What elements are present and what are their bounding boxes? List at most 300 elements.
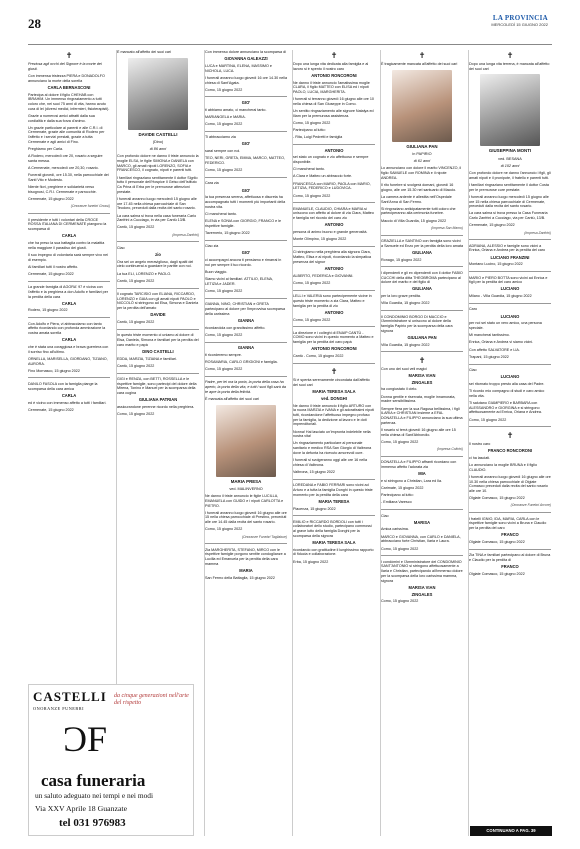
portrait-photo xyxy=(216,405,276,477)
text: Preziosa agli occhi del Signore è la morte dei giusti. xyxy=(28,62,102,71)
deceased-name-suffix: ZINGALES xyxy=(411,591,433,597)
age: di 102 anni xyxy=(500,163,520,168)
deceased-name: FRANCO xyxy=(501,532,519,538)
text: È tragicamente mancata all'affetto dei suoi cari xyxy=(381,62,458,66)
text: EMANUELE, CLAUDIO, CHIARA e MARIA si uniscono con affetto al dolore di zia Clara, Matteo e famiglia nel ricordo del caro zio xyxy=(293,206,374,221)
text: I funerali avranno luogo giovedì 16 ore 14.30 nella chiesa di Sant'Agata. xyxy=(205,75,287,85)
divider xyxy=(293,144,375,145)
deceased-name: zio xyxy=(155,252,161,258)
divider xyxy=(293,326,375,327)
text: EDDA, MARZIA, TIZIANA e familiari. xyxy=(117,356,177,361)
cross-icon: ✝ xyxy=(418,355,426,365)
text: per noi sei stato un vero amico, una persona speciale. xyxy=(469,321,542,330)
text: Ci stringiamo nella preghiera alla signora Clara, Matteo, Elisa e ai nipoti, ricordando la simpatica presenza del signor xyxy=(293,250,372,264)
portrait-photo xyxy=(392,70,452,142)
cross-icon: ✝ xyxy=(330,51,338,60)
text: GIANNA, NINO, CHRISTIAN e GRETA partecipano al dolore per l'improvvisa scomparsa della carissima xyxy=(205,302,286,316)
quote: Padre, per lei ora la porta, la porta della casa ha aperto, la porta della vita, e tutti i suoi figli sarà da te apre la porta della felicità. xyxy=(205,380,286,394)
text: Ti ricordo mio compagno di studi e caro amico nella vita. xyxy=(469,389,545,398)
photo-caption-name: DAVIDE CASTELLI xyxy=(138,131,178,137)
text: Monte Olimpino, 15 giugno 2022 xyxy=(293,237,347,242)
text: Dopo una lunga vita terrena, è mancata all'affetto dei suoi cari xyxy=(469,62,550,71)
text: Funerali giovedì, ore 15.30, nella parrocchiale dei Santi Vito e Modesto. xyxy=(28,173,109,183)
text: Cantù, 15 giugno 2022 xyxy=(117,320,155,325)
text: Ciao xyxy=(469,368,477,372)
text: DONATELLA e FILIPPO affranti ricordano con immenso affetto l'adorata zia xyxy=(381,460,457,469)
text: Como, 15 giugno 2022 xyxy=(469,417,507,422)
text: Olgiate Comasco, 15 giugno 2022 xyxy=(469,539,525,544)
text: Niente fiori, preghiere e solidarietà verso bisognosi, C.R.I. Cermenate e parrocchie. xyxy=(28,185,97,194)
divider xyxy=(205,342,287,343)
text: MARCO e GIOVANNA, con CARLO e DANIELA, abbracciano forte Christian, Ilaria e Laura. xyxy=(381,534,461,544)
text: Con Adolfo e Piera, vi abbracciamo con tanto affetto ricordando con profonda ammirazione la vostra amata sorella xyxy=(28,321,106,336)
text: Cermenate, 15 giugno 2022 xyxy=(469,223,515,228)
text: Tavernerio, 15 giugno 2022 xyxy=(205,231,250,236)
text: Lo annunciano con dolore il marito VINCENZO, il figlio SAMUELE con ROMINA e il nipote ANDREA. xyxy=(381,166,462,180)
advertiser-tagline: ONORANZE FUNEBRI xyxy=(33,706,85,711)
divider xyxy=(381,235,463,236)
photo-caption-name: GIUSEPPINA MONTI xyxy=(488,148,532,154)
text: I funerali avranno luogo giovedì 16 giugno alle ore 10.30 nella chiesa parrocchiale di Olgiate Comasco preceduti dalla recita del santo rosario alle ore 10. xyxy=(469,474,551,493)
divider xyxy=(205,177,287,178)
text: Ciao xyxy=(381,513,389,518)
text: Villa Guardia, 15 giugno 2022 xyxy=(381,301,430,306)
deceased-name: GIO' xyxy=(241,250,251,256)
photo-caption-nickname: (Dino) xyxy=(152,139,164,144)
deceased-name: MARISA VIAN xyxy=(408,584,436,590)
divider xyxy=(28,317,110,318)
deceased-name: LUCIANO xyxy=(500,313,520,319)
text: - Emiliana Varesco xyxy=(381,500,412,505)
text: la tua presenza serena, affettuosa e discreta ha accompagnato tutti i momenti più importanti della nostra vita. xyxy=(205,195,286,209)
text: ricordando con gratitudine il lunghissimo rapporto di fiducia e collaborazione. xyxy=(293,547,374,557)
divider xyxy=(469,512,551,513)
text: I funerali si svolgeranno oggi alle ore 16 nella chiesa di Valbrona. xyxy=(293,458,368,467)
text: Ti abbracciamo zia xyxy=(205,135,236,140)
issue-date: MERCOLEDÌ 15 GIUGNO 2022 xyxy=(491,22,548,27)
text: e si stringono a Christian, Lara ed Ila. xyxy=(381,478,443,483)
text: Il CONDOMINIO BORGO DI MACCIO e l'Amministratore si uniscono al dolore della famiglia Papirio per la scomparsa della cara signora xyxy=(381,314,453,333)
text: La grande famiglia di AGORA' 97 è vicina con l'affetto e la preghiera a don Adolfo e familiari per la perdita della cara xyxy=(28,285,108,299)
deceased-name: GIOVANNA GALEAZZI xyxy=(224,56,268,62)
divider xyxy=(293,363,375,364)
column-4 xyxy=(292,50,375,836)
text: È mancato all'affetto dei suoi cari xyxy=(117,50,171,54)
divider xyxy=(469,239,551,240)
text: TEO, NERI, GRETA, EMMA, MARCO, MATTEO, FEDERICO. xyxy=(205,156,285,166)
divider xyxy=(469,364,551,365)
photo-caption-married-name: in PAPIRIO xyxy=(412,151,432,156)
photo-caption-surname: ved. BESANA xyxy=(498,156,522,161)
advertiser-name: CASTELLI xyxy=(33,689,107,704)
text: sei stato un cognato e zio affettuoso e sempre disponibile. xyxy=(293,155,369,165)
cross-icon: ✝ xyxy=(65,51,73,60)
advert-subtitle: un saluto adeguato nei tempi e nei modi xyxy=(35,791,154,800)
funeral-home-advertisement xyxy=(28,684,194,836)
cross-icon: ✝ xyxy=(506,51,514,60)
text: Amica carissima. xyxy=(381,527,409,532)
deceased-name: CARLA xyxy=(61,392,77,398)
advertiser-slogan: da cinque generazioni nell'arte del rispetto xyxy=(114,693,189,706)
column-6 xyxy=(468,50,551,836)
text: Con profondo dolore ne danno il triste annuncio la moglie ELSA, le figlie SIMONA e DANIELA con MARCO, gli amati nipoti LORENZO, SOFIA e FRANCESCO, il cognato, nipoti e parenti tutti. xyxy=(117,154,199,173)
deceased-name: DAVIDE xyxy=(150,312,166,318)
deceased-name: CARLA BERNASCONI xyxy=(47,84,91,90)
advert-title: casa funeraria xyxy=(41,771,146,790)
text: FRANCESCA con MARIO, PAOLA con MARIO, LETIZIA, FEDERICO e LUDOVICA. xyxy=(293,181,371,191)
text: Ci mancherai tanto. xyxy=(293,167,325,172)
text: Partecipano al lutto: xyxy=(293,128,326,133)
text: Lo annunciano la moglie BRUNA e il figlio CLAUDIO. xyxy=(469,462,538,472)
text: Cermenate, 15 giugno 2022 xyxy=(28,197,74,202)
monogram-icon: ƆF xyxy=(63,719,108,759)
divider xyxy=(381,509,463,510)
divider xyxy=(381,351,463,352)
deceased-name: LUCIANO FRANZINI xyxy=(490,254,530,260)
deceased-name: ANTONIO xyxy=(324,222,344,228)
text: Il rosario si terrà giovedì 16 giugno alle ore 15 nella chiesa di Sant'Abbondio. xyxy=(381,427,456,437)
text: che è stata una coraggiosa e brava guerriera con il sorriso fino all'ultimo. xyxy=(28,344,109,354)
funeral-home-credit: (Impresa San Mamo) xyxy=(431,225,463,230)
text: Trapani, 15 giugno 2022 xyxy=(469,354,509,359)
divider xyxy=(469,426,551,427)
text: ed è vicino con immenso affetto a tutti i familiari. xyxy=(28,400,107,405)
deceased-name-suffix: ZINGALES xyxy=(411,379,433,385)
text: Nonna! Hai lasciato un'impronta indelebile nella nostra vita! xyxy=(293,429,371,439)
text: La cara salma si trova presso la Casa Funeraria Carlo Zanfrini a Cucciago, via per Cantù, 13/B. xyxy=(469,211,548,221)
deceased-name: MARISA xyxy=(413,519,431,525)
text: Ne danno il triste annuncio le figlie LUCILLA, EMANUELA con GUIDO e i nipoti CARLOTTA e PIETRO. xyxy=(205,494,284,508)
newspaper-name: LA PROVINCIA xyxy=(492,14,548,22)
divider xyxy=(117,288,199,289)
text: persona di animo buono e grande generosità. xyxy=(293,230,368,235)
deceased-name: GIO' xyxy=(241,141,251,147)
funeral-home-credit: (Onoranze funebri Grossi) xyxy=(70,204,110,209)
text: Cantù, 15 giugno 2022 xyxy=(117,278,155,283)
photo-caption-name: MARIA PRESA xyxy=(230,478,262,484)
divider xyxy=(28,377,110,378)
deceased-name: GIANNA xyxy=(237,345,255,351)
text: ti ricorderemo sempre. xyxy=(205,352,242,357)
text: Il presidente e tutti i volontari della CROCE ROSSA ITALIANA DI CERMENATE piangono la scomparsa di xyxy=(28,217,107,231)
text: Como, 15 giugno 2022 xyxy=(381,439,419,444)
text: per la loro grave perdita. xyxy=(381,294,421,299)
text: Carimate, 15 giugno 2022 xyxy=(381,485,424,490)
deceased-name: CARLA xyxy=(61,300,77,306)
text: sarai sempre con noi. xyxy=(205,149,241,154)
deceased-name: LUCIANO xyxy=(500,374,520,380)
text: - Rita, Luigi Pedretti e famiglia xyxy=(293,135,343,140)
deceased-name: GIO' xyxy=(241,187,251,193)
text: Erba, 15 giugno 2022 xyxy=(293,559,329,564)
divider xyxy=(293,515,375,516)
text: Ai familiari tutti il nostro affetto. xyxy=(28,264,79,269)
page-number: 28 xyxy=(28,16,41,31)
cross-icon: ✝ xyxy=(330,367,338,377)
divider xyxy=(381,266,463,267)
divider xyxy=(381,456,463,457)
text: Enrica, Oriana e Andrea vi siamo vicini. xyxy=(469,340,534,345)
text: Como, 15 giugno 2022 xyxy=(293,281,331,285)
cross-icon: ✝ xyxy=(418,51,426,60)
text: Il cognato TARCISIO con ELIANA, RICCARDO, LORENZO e GAIA con gli amati nipoti PAOLO e NICCOLÒ si stringono ad Elsa, Simona e Daniela per la perdita dell'amato xyxy=(117,292,199,311)
deceased-name: LUCIANO xyxy=(500,286,520,292)
text: Milano - Villa Guardia, 15 giugno 2022 xyxy=(469,294,532,299)
text: A Rodero, mercoledì ore 20, rosario a seguire santa messa. xyxy=(28,154,103,163)
funeral-home-credit: (Impresa Coltrini) xyxy=(437,446,463,451)
text: Piacenza, 15 giugno 2022 xyxy=(293,506,336,511)
text: Ora sei un angelo meraviglioso, dagli spalti del cielo continuerai a guardare le partite con noi. xyxy=(117,259,194,269)
divider xyxy=(293,202,375,203)
photo-caption-surname: ved. MALINVERNO xyxy=(229,486,263,491)
text: Mi mancherai tantissimo. xyxy=(469,333,510,338)
deceased-name: GIANNA xyxy=(237,318,255,324)
text: I condòmini e l'Amministratore del CONDOMINIO SANT'ANTONIO si stringono affettuosamente a Ilaria e Christian, partecipando all'immenso dolore per la scomparsa della loro carissima mamma, signora xyxy=(381,559,463,583)
text: Con profondo dolore ne danno l'annuncio i figli, gli amati nipoti e il pronipote, il fratello e parenti tutti. xyxy=(469,171,551,180)
text: Ti salutano GIAMPIERO e BARBARA con ALESSANDRO e GIORGINA e si stringono affettuosamente ad Enrica, Oriana e Andrea. xyxy=(469,401,542,415)
text: Olgiate Comasco, 15 giugno 2022 xyxy=(469,571,525,576)
text: Como, 15 giugno 2022 xyxy=(381,599,419,604)
text: Cermenate, 15 giugno 2022 xyxy=(28,407,74,412)
deceased-name: ANTONIO RONCORONI xyxy=(311,346,357,352)
photo-caption-name: GIULIANA PAN xyxy=(406,143,438,149)
text: Valbrona, 15 giugno 2022 xyxy=(293,469,335,474)
text: Cantù - Como, 15 giugno 2022 xyxy=(293,354,344,359)
deceased-name: MARIA TERESA SALA xyxy=(312,540,356,546)
text: MARIO e PIERO BOTTA sono vicini ad Enrica e figli per la perdita del caro amico xyxy=(469,275,548,285)
text: Caro xyxy=(469,307,477,312)
text: Un ringraziamento particolare al personale sanitario e medico RSA San Giorgio di Valbrona dove la defunta ha ricevuto amorevoli cure. xyxy=(293,441,372,455)
continued-on-page-bar: CONTINUANO A PAG. 39 xyxy=(470,826,552,836)
text: A Clara e Matteo un abbraccio forte. xyxy=(293,174,353,179)
deceased-name: MIA xyxy=(418,471,426,477)
text: Villa Guardia, 15 giugno 2022 xyxy=(381,342,430,347)
text: assicurandone perenne ricordo nella preghiera. xyxy=(117,405,195,410)
deceased-name: MARIA TERESA SALA xyxy=(312,389,356,395)
text: Preghiamo per Carla. xyxy=(28,147,64,152)
divider xyxy=(205,298,287,299)
divider xyxy=(381,555,463,556)
text: Partecipano al lutto: xyxy=(381,493,414,498)
portrait-photo xyxy=(480,74,540,146)
text: Siamo vicini ai familiari. ATTILIO, ELENA, LETIZIA e JADER. xyxy=(205,277,273,286)
text: ti abbiamo amato, ci mancherai tanto. xyxy=(205,107,267,112)
deceased-name: CARLA xyxy=(61,233,77,239)
text: Zia TINA e familiari partecipano al dolore di Bruna e Claudio per la perdita di xyxy=(469,553,551,562)
page-header xyxy=(0,0,580,44)
text: Il rito funebre si svolgerà domani, giovedì 16 giugno, alle ore 15.30 nel santuario di Maccio. xyxy=(381,182,457,192)
text: Rodero, 15 giugno 2022 xyxy=(28,308,68,313)
text: Maccio di Villa Guardia, 15 giugno 2022 xyxy=(381,218,447,223)
text: LUCA e MARTINA, ELENA, MASSIMO e NICHOLA, LUCA. xyxy=(205,63,272,73)
advert-address: Via XXV Aprile 18 Guanzate xyxy=(35,804,128,813)
portrait-photo xyxy=(128,58,188,130)
text: Con affetto SALVATORE e LIA. xyxy=(469,347,520,352)
text: ALBERTO, FEDERICA e GIOVANNI. xyxy=(293,273,354,278)
text: ELENA e SONIA con GIORGIO, FRANCO e le rispettive famiglie. xyxy=(205,219,282,228)
text: Con uno dei suoi veli magici xyxy=(381,366,427,371)
text: I fratelli IGNIO, IDA, MARIA, CARLA con le rispettive famiglie sono vicini a Bruna e Claudio per la perdita del caro xyxy=(469,516,547,530)
deceased-name: GIO' xyxy=(241,99,251,105)
text: ci ha lasciati. xyxy=(469,455,491,460)
text: Buon viaggio. xyxy=(205,270,228,275)
advertiser-logo xyxy=(33,689,107,711)
text: Como, 15 giugno 2022 xyxy=(205,332,243,337)
text: San Fermo della Battaglia, 15 giugno 2022 xyxy=(205,575,275,580)
text: È mancata all'affetto dei suoi cari xyxy=(205,397,259,402)
text: Como, 15 giugno 2022 xyxy=(117,412,155,417)
deceased-name: ANTONIO xyxy=(324,309,344,315)
text: Como, 15 giugno 2022 xyxy=(293,121,331,126)
text: ROSAMARIA, CARLO GRIGIONI e famiglia. xyxy=(205,360,278,365)
deceased-name: MARIA xyxy=(239,568,253,574)
divider xyxy=(205,240,287,241)
text: La camera ardente è allestita nell'Ospedale Sant'Anna di San Fermo. xyxy=(381,194,452,204)
deceased-name: MARISA VIAN xyxy=(408,373,436,378)
divider xyxy=(117,329,199,330)
text: Con immenso dolore annunciano la scomparsa di xyxy=(205,50,286,54)
text: Si è spenta serenamente circondata dall'affetto dei suoi cari xyxy=(293,378,370,387)
text: A Cermenate, mercoledì ore 20,30, rosario. xyxy=(28,166,99,171)
text: Ronago, 15 giugno 2022 xyxy=(381,257,422,262)
text: Olgiate Comasco, 15 giugno 2022 xyxy=(469,496,525,501)
text: In questo triste momento ci uniamo al dolore di Elsa, Daniela, Simona e familiari per la perdita del caro marito e papà xyxy=(117,333,199,347)
deceased-name: ANTONIO xyxy=(324,266,344,272)
column-3 xyxy=(204,50,287,836)
text: LOREDANA e FABIO FERRARI sono vicini ad Arturo e a tutta la famiglia Donghi in questo triste momento per la perdita della cara xyxy=(293,483,373,497)
text: Ciao zia xyxy=(205,244,219,249)
divider xyxy=(469,549,551,550)
text: ORNELLA, MARISELLA, GIORDANO, TIZIANO, AURORA. xyxy=(28,356,108,366)
deceased-name: MARIA TERESA xyxy=(318,498,350,504)
deceased-name: GIULIANA xyxy=(412,286,432,292)
text: Ci mancherai tanto. xyxy=(205,211,237,216)
text: Si ringraziano anticipatamente tutti coloro che parteciperanno alla cerimonia funebre. xyxy=(381,206,456,216)
text: Fino Mornasco, 15 giugno 2022 xyxy=(28,368,80,373)
divider xyxy=(28,281,110,282)
text: Il nostro caro xyxy=(469,441,491,446)
text: La cara salma si trova nella casa funeraria Carlo Zanfrini a Cucciago, in via per Cantù 13/B. xyxy=(117,213,197,223)
text: I familiari ringraziano sentitamente il dottor Sigrilo tutto il personale dell'Hospice Il Geiso dell'Istituto Ca Prina di Erba per le premurose attenzioni prestate. xyxy=(117,175,198,194)
text: I funerali si terranno giovedì 16 giugno alle ore 10 nella chiesa di San Giuseppe in Como. xyxy=(293,97,374,106)
text: Donna gentile e riservata, moglie innamorata, madre sensibilissima. xyxy=(381,394,456,404)
text: Con immensa tristezza PIERA e DONADOLFO annunciano la morte della sorella xyxy=(28,73,105,83)
text: Ne danno il triste annuncio l'amatissima moglie CLARA, il figlio MATTEO con ELISA ed i nipoti PAOLO, LUCIA, MARGHERITA. xyxy=(293,80,370,95)
text: sei ritornato troppo presto alla casa del Padre. xyxy=(469,381,545,386)
text: Grazie a numerosi amici attratti dalla sua cordialità e dalla sua forza d'animo. xyxy=(28,113,95,123)
deceased-name: FRANCO xyxy=(501,563,519,569)
deceased-name: ANTONIO RONCORONI xyxy=(311,72,357,78)
text: Como, 15 giugno 2022 xyxy=(205,168,243,173)
column-5 xyxy=(380,50,463,836)
text: I funerali avranno luogo mercoledì 15 giugno alle ore 17.45 nella chiesa parrocchiale di San Teodoro, preceduti dalla recita del santo rosario. xyxy=(117,196,197,211)
deceased-name: GIULIANA PATRIAN xyxy=(138,397,178,403)
text: Como, 15 giugno 2022 xyxy=(293,317,331,322)
deceased-name: GIULIANA xyxy=(412,249,432,255)
deceased-name-suffix: ved. DONGHI xyxy=(321,395,347,401)
deceased-name: CARLA xyxy=(61,337,77,343)
text: Cantù, 15 giugno 2022 xyxy=(117,225,155,230)
text: Ne danno il triste annuncio il figlio ARTURO con la nuora MARZIA e IVANA e gli adoratissimi nipoti tutti, ricordandone l'affettuoso impegno profuso per la famiglia, la dedizione al lavoro e le doti imprenditoriali. xyxy=(293,403,375,427)
deceased-name: ANTONIO xyxy=(324,147,344,153)
text: ha congiustato il cielo. xyxy=(381,387,418,392)
funeral-home-credit: (Impresa Zanfrini) xyxy=(172,232,199,237)
divider xyxy=(469,303,551,304)
text: La direzione e i colleghi di ENAIP CANTÙ - COMO sono vicini in questo momento a Matteo e famiglia per la perdita del caro papà xyxy=(293,330,374,345)
divider xyxy=(117,373,199,374)
text: La tua ELI, LORENZO e PAOLO. xyxy=(117,271,172,276)
divider xyxy=(469,271,551,272)
header-rule xyxy=(28,44,552,45)
text: GRAZIELLA e SANTINO con famiglia sono vicini a Samuele ed Enzo per la perdita della loro amata xyxy=(381,239,463,248)
funeral-home-credit: (Onoranze Funebri Tagliabue) xyxy=(241,534,287,539)
funeral-home-credit: (Onoranze Funebri Arcore) xyxy=(510,503,551,508)
age: di 61 anni xyxy=(413,159,431,164)
divider xyxy=(205,543,287,544)
text: Il suo impegno di volontaria sarà sempre vivo nei di esempio. xyxy=(28,252,108,262)
text: Como, 15 giugno 2022 xyxy=(205,87,243,92)
deceased-name: DINO CASTELLI xyxy=(142,348,174,354)
text: EMILIO e RICCARDO BORDOLI con tutti i collaboratori dello studio, partecipano commossi al grave lutto della famiglia Donghi per la scomparsa della signora xyxy=(293,519,372,538)
text: Como, 15 giugno 2022 xyxy=(205,527,243,532)
text: LELLI e VALERIA sono partecipemente vicine in questo triste momento a zia Clara, Matteo e famiglia per la perdita di zio xyxy=(293,294,372,308)
text: Como, 15 giugno 2022 xyxy=(381,546,419,551)
text: Montano Lucino, 15 giugno 2022 xyxy=(469,262,523,267)
text: Ciao xyxy=(117,245,125,250)
text: Como, 15 giugno 2022 xyxy=(205,289,243,294)
text: I funerali avranno luogo mercoledì 15 giugno alle ore 15 nella chiesa parrocchiale di Cermenate, preceduti dalla recita del santo rosario. xyxy=(469,194,549,209)
divider xyxy=(293,479,375,480)
text: ADRIANA, ALESSIO e famiglie sono vicini a Enrica, Oriana e Andrea per la perdita del caro xyxy=(469,243,546,253)
text: Sempre fiera per la sua Ragusa bellissima, i figli ILARIA e CHRISTIAN insieme a EFAL DONATELLA e FILIPPO annunciano la sua ultima partenza. xyxy=(381,406,463,425)
divider xyxy=(205,96,287,97)
text: Como, 15 giugno 2022 xyxy=(293,193,331,198)
text: MARIANGELA e MARIA. xyxy=(205,114,246,119)
text: Como, 15 giugno 2022 xyxy=(205,367,243,372)
text: Un grazie particolare ai parenti e alle C.R.I. di Cermenate, grazie alle comunità di Rodero per l'affetto e i servizi prestati, grazie a tutta Cermenate e agli amici di Fino. xyxy=(28,125,105,144)
funeral-home-credit: (Impresa Zanfrini) xyxy=(524,230,551,235)
text: I dipendenti e gli ex dipendenti con il dottor FABIO CUCCHI della ditta THEOBROMA partecipano al dolore del marito e del figlio di xyxy=(381,270,463,285)
text: ci accompagni ancora ti pensiamo e rimarrai in noi per sempre il tuo ricordo. xyxy=(205,258,282,267)
text: DANILO FASOLA con la famiglia piange la scomparsa della cara amica xyxy=(28,381,98,391)
text: che ha preso la sua battaglia contro la malattia nella maggiore il paradiso dei giusti. xyxy=(28,240,105,250)
divider xyxy=(381,310,463,311)
divider xyxy=(205,131,287,132)
divider xyxy=(117,241,199,242)
text: Zia MARGHERITA, STEFANO, MIRCO con le rispettive famiglie porgono sentite condoglianze a Lucilla ed Emanuela per la perdita della cara mamma xyxy=(205,547,286,566)
divider xyxy=(28,213,110,214)
text: I familiari ringraziano sentitamente il dottor Costa per le premurose cure prestate. xyxy=(469,182,549,192)
text: ricordandola con grandissimo affetto. xyxy=(205,325,266,330)
text: Cermenate, 15 giugno 2022 xyxy=(28,271,74,276)
age: di 86 anni xyxy=(149,147,167,152)
divider xyxy=(293,290,375,291)
text: I funerali avranno luogo giovedì 16 giugno alle ore 15 nella chiesa parrocchiale di Prestino, preceduti alle ore 14.45 dalla recita del santo rosario. xyxy=(205,510,287,525)
divider xyxy=(293,246,375,247)
text: Cantù, 15 giugno 2022 xyxy=(117,363,155,368)
deceased-name: FRANCO RONCORONI xyxy=(487,448,533,454)
text: Cara zia xyxy=(205,181,219,186)
text: Como, 15 giugno 2022 xyxy=(205,122,243,127)
text: Partecipa al dolore il figlio CHEHAB con IBRAHIM. Un immenso ringraziamento a tutti coloro che, nei suoi 75 anni di vita, hanno avuto cura di lei (diversi medici, infermieri, fisioterapisti). xyxy=(28,92,110,111)
deceased-name: GIULIANA PAN xyxy=(407,334,437,340)
divider xyxy=(205,376,287,377)
newspaper-masthead xyxy=(491,14,548,27)
text: GIGI e RENZA, con BETTI, ROSSELLA e le rispettive famiglie, sono partecipi del dolore della Mirena, Tonino e Manuel per la scomparsa della cara cugina xyxy=(117,377,197,396)
text: Dopo una lunga vita dedicata alla famiglia e al lavoro si è spento il nostro caro xyxy=(293,62,369,71)
advert-phone: tel 031 976983 xyxy=(59,817,126,829)
cross-icon: ✝ xyxy=(506,430,514,440)
